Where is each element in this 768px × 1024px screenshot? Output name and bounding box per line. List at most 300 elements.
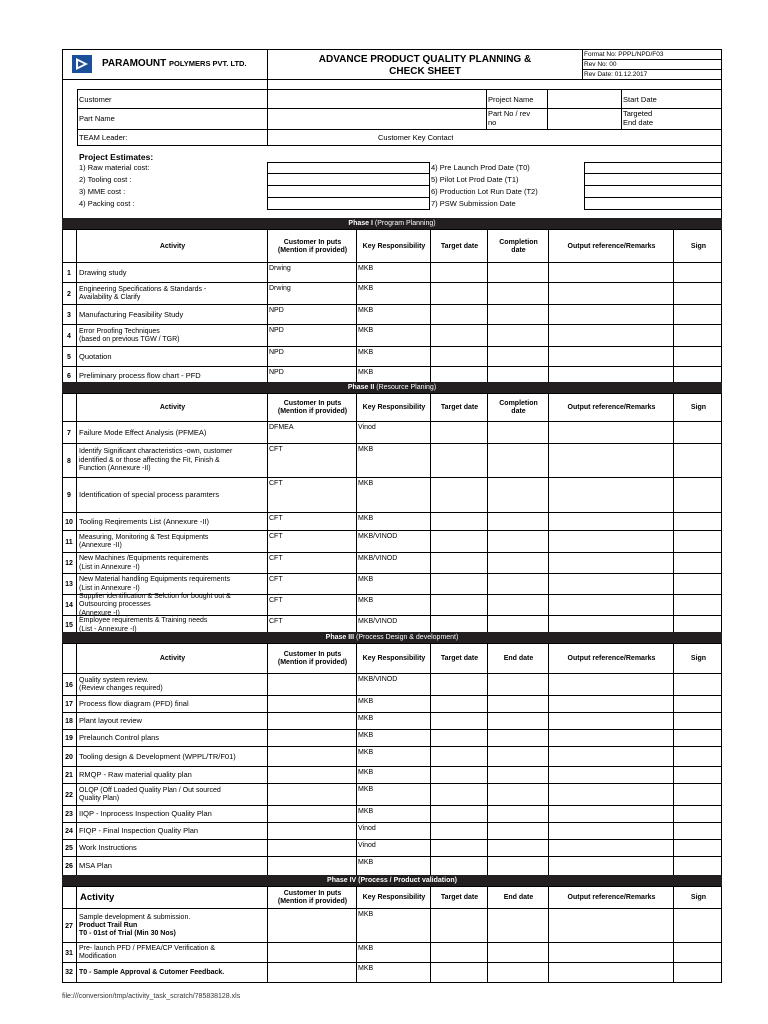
cell-act: Engineering Specifications & Standards - Availability & Clarify <box>76 283 270 305</box>
cell-inp: CFT <box>267 531 358 553</box>
milestone-date-field[interactable] <box>584 174 722 186</box>
activity-bold: Product Trail Run T0 - 01st of Trial (Min 30 Nos) <box>79 922 176 937</box>
column-header-inp: Customer In puts (Mention if provided) <box>267 230 357 263</box>
cell-out[interactable] <box>548 263 674 283</box>
table-row <box>62 942 722 963</box>
team-leader-label: TEAM Leader: <box>79 133 128 142</box>
column-header-comp: End date <box>487 887 549 909</box>
cell-resp: MKB <box>356 574 432 595</box>
cell-out[interactable] <box>548 696 674 713</box>
document-title: ADVANCE PRODUCT QUALITY PLANNING & CHECK SHEET <box>318 54 532 77</box>
column-header-inp: Customer In puts (Mention if provided) <box>267 887 357 909</box>
cell-sign[interactable] <box>673 806 723 823</box>
cell-sign[interactable] <box>673 574 723 595</box>
cell-inp: NPD <box>267 305 358 325</box>
cell-sign[interactable] <box>673 784 723 806</box>
company-name-main: PARAMOUNT <box>102 58 167 69</box>
cell-comp[interactable] <box>487 347 549 367</box>
cell-act: Tooling design & Development (WPPL/TR/F01) <box>76 747 270 767</box>
cell-out[interactable] <box>548 674 674 696</box>
cell-act: Work Instructions <box>76 840 270 857</box>
column-header-sign: Sign <box>673 230 723 263</box>
estimate-value-field[interactable] <box>267 198 430 210</box>
cell-comp[interactable] <box>487 263 549 283</box>
column-header-act: Activity <box>76 230 268 263</box>
table-row <box>62 783 722 806</box>
cell-comp[interactable] <box>487 747 549 767</box>
cell-comp[interactable] <box>487 478 549 513</box>
cell-comp[interactable] <box>487 806 549 823</box>
cell-sign[interactable] <box>673 553 723 574</box>
cell-resp: MKB <box>356 696 432 713</box>
cell-sign[interactable] <box>673 730 723 747</box>
cell-out[interactable] <box>548 444 674 478</box>
column-header-sign: Sign <box>673 887 723 909</box>
cell-out[interactable] <box>548 347 674 367</box>
cell-act: Plant layout review <box>76 713 270 730</box>
cell-resp: MKB <box>356 283 432 305</box>
column-header-num <box>62 394 76 422</box>
cell-sign[interactable] <box>673 478 723 513</box>
cell-comp[interactable] <box>487 305 549 325</box>
cell-tgt[interactable] <box>430 574 488 595</box>
cell-resp: MKB <box>356 367 432 386</box>
table-row <box>62 839 722 857</box>
milestone-date-field[interactable] <box>584 162 722 174</box>
cell-resp: MKB <box>356 478 432 513</box>
cell-tgt[interactable] <box>430 305 488 325</box>
cell-num: 11 <box>65 538 73 546</box>
phase-banner <box>62 218 722 229</box>
cell-tgt[interactable] <box>430 713 488 730</box>
table-row <box>62 805 722 823</box>
cell-out[interactable] <box>548 943 674 963</box>
milestone-date-label: 4) Pre Launch Prod Date (T0) <box>431 163 530 172</box>
column-header-num <box>62 230 76 263</box>
cell-inp: NPD <box>267 347 358 367</box>
cell-act: Drawing study <box>76 263 270 283</box>
column-header-out: Output reference/Remarks <box>548 887 674 909</box>
cell-out[interactable] <box>548 963 674 982</box>
column-header-row <box>62 643 722 674</box>
column-header-comp: Completion date <box>487 394 549 422</box>
estimates-title: Project Estimates: <box>79 152 154 162</box>
cell-act: Employee requirements & Training needs (List - Annexure -I) <box>76 616 270 635</box>
cell-tgt[interactable] <box>430 325 488 347</box>
start-date-label: Start Date <box>623 95 657 104</box>
cell-inp <box>267 943 358 963</box>
column-header-act: Activity <box>76 644 268 674</box>
cell-sign[interactable] <box>673 963 723 982</box>
cell-act: IIQP - Inprocess Inspection Quality Plan <box>76 806 270 823</box>
cell-sign[interactable] <box>673 444 723 478</box>
column-header-row <box>62 393 722 422</box>
column-header-inp: Customer In puts (Mention if provided) <box>267 644 357 674</box>
column-header-act: Activity <box>76 887 271 909</box>
table-row <box>62 746 722 767</box>
cell-tgt[interactable] <box>430 963 488 982</box>
cell-out[interactable] <box>548 823 674 840</box>
cell-tgt[interactable] <box>430 263 488 283</box>
cell-tgt[interactable] <box>430 784 488 806</box>
cell-tgt[interactable] <box>430 553 488 574</box>
estimate-value-field[interactable] <box>267 174 430 186</box>
cell-sign[interactable] <box>673 283 723 305</box>
cell-sign[interactable] <box>673 767 723 784</box>
cell-comp[interactable] <box>487 943 549 963</box>
activity-note: Pre- launch PFD / PFMEA/CP Verification & Modification <box>79 945 216 960</box>
cell-inp: NPD <box>267 367 358 386</box>
cell-resp: MKB/VINOD <box>356 531 432 553</box>
cell-comp[interactable] <box>487 784 549 806</box>
cell-act: Error Proofing Techniques (based on previous TGW / TGR) <box>76 325 270 347</box>
cell-out[interactable] <box>548 767 674 784</box>
cell-sign[interactable] <box>673 943 723 963</box>
cell-resp: Vinod <box>356 422 432 444</box>
column-header-row <box>62 229 722 263</box>
customer-key-contact-label: Customer Key Contact <box>378 133 454 142</box>
cell-comp[interactable] <box>487 531 549 553</box>
cell-comp[interactable] <box>487 325 549 347</box>
table-row <box>62 856 722 875</box>
cell-tgt[interactable] <box>430 747 488 767</box>
cell-act <box>76 909 270 943</box>
footer-file-path: file:///conversion/tmp/activity_task_scratch/785838128.xls <box>62 993 241 1000</box>
cell-comp[interactable] <box>487 553 549 574</box>
cell-act: New Material handling Equipments requirements (List in Annexure -I) <box>76 574 270 595</box>
cell-out[interactable] <box>548 283 674 305</box>
table-row <box>62 573 722 595</box>
cell-act: Process flow diagram (PFD) final <box>76 696 270 713</box>
cell-tgt[interactable] <box>430 943 488 963</box>
cell-out[interactable] <box>548 574 674 595</box>
cell-sign[interactable] <box>673 347 723 367</box>
cell-num: 18 <box>65 718 73 725</box>
cell-tgt[interactable] <box>430 422 488 444</box>
cell-num: 6 <box>67 373 71 380</box>
cell-out[interactable] <box>548 713 674 730</box>
cell-sign[interactable] <box>673 909 723 943</box>
cell-num: 25 <box>65 845 73 852</box>
estimate-item-label: 4) Packing cost : <box>79 199 135 208</box>
table-row <box>62 962 722 982</box>
column-header-resp: Key Responsibility <box>356 644 431 674</box>
cell-num: 1 <box>67 269 71 277</box>
cell-tgt[interactable] <box>430 674 488 696</box>
estimate-value-field[interactable] <box>267 162 430 174</box>
cell-inp: CFT <box>267 574 358 595</box>
cell-out[interactable] <box>548 513 674 531</box>
cell-resp: MKB <box>356 963 432 982</box>
cell-resp: Vinod <box>356 823 432 840</box>
cell-tgt[interactable] <box>430 823 488 840</box>
column-header-out: Output reference/Remarks <box>548 394 674 422</box>
cell-comp[interactable] <box>487 574 549 595</box>
cell-out[interactable] <box>548 784 674 806</box>
cell-num: 19 <box>65 735 73 742</box>
cell-tgt[interactable] <box>430 806 488 823</box>
cell-inp <box>267 963 358 982</box>
cell-inp <box>267 767 358 784</box>
cell-comp[interactable] <box>487 909 549 943</box>
cell-act: Identification of special process paramters <box>76 478 270 513</box>
cell-comp[interactable] <box>487 823 549 840</box>
cell-act: Quality system review. (Review changes required) <box>76 674 270 696</box>
cell-tgt[interactable] <box>430 283 488 305</box>
column-header-sign: Sign <box>673 644 723 674</box>
activity-bold: T0 - Sample Approval & Cutomer Feedback. <box>79 968 225 976</box>
cell-num: 27 <box>65 922 73 930</box>
cell-resp: MKB <box>356 943 432 963</box>
cell-inp: Drwing <box>267 283 358 305</box>
cell-num: 8 <box>67 457 71 465</box>
cell-act: MSA Plan <box>76 857 270 875</box>
cell-sign[interactable] <box>673 263 723 283</box>
targeted-end-date-label: Targeted End date <box>623 110 654 127</box>
column-header-row <box>62 886 722 909</box>
cell-inp <box>267 696 358 713</box>
cell-comp[interactable] <box>487 840 549 857</box>
cell-num: 14 <box>65 602 73 609</box>
cell-comp[interactable] <box>487 696 549 713</box>
cell-sign[interactable] <box>673 305 723 325</box>
company-name-suffix: POLYMERS PVT. LTD. <box>169 59 247 68</box>
cell-tgt[interactable] <box>430 909 488 943</box>
cell-comp[interactable] <box>487 444 549 478</box>
cell-resp: MKB <box>356 909 432 943</box>
cell-num: 16 <box>65 681 73 689</box>
table-row <box>62 346 722 367</box>
table-row <box>62 421 722 444</box>
cell-out[interactable] <box>548 305 674 325</box>
cell-tgt[interactable] <box>430 531 488 553</box>
cell-resp: Vinod <box>356 840 432 857</box>
cell-inp <box>267 784 358 806</box>
column-header-out: Output reference/Remarks <box>548 230 674 263</box>
cell-inp: CFT <box>267 553 358 574</box>
milestone-date-label: 5) Pilot Lot Prod Date (T1) <box>431 175 519 184</box>
cell-resp: MKB <box>356 747 432 767</box>
table-row <box>62 695 722 713</box>
customer-label: Customer <box>79 95 112 104</box>
estimate-value-field[interactable] <box>267 186 430 198</box>
cell-sign[interactable] <box>673 823 723 840</box>
cell-act: Preliminary process flow chart - PFD <box>76 367 270 386</box>
activity-text <box>79 969 224 977</box>
cell-sign[interactable] <box>673 747 723 767</box>
cell-resp: MKB <box>356 305 432 325</box>
cell-inp: DFMEA <box>267 422 358 444</box>
company-logo <box>72 55 92 73</box>
cell-num: 13 <box>65 581 73 588</box>
table-row <box>62 673 722 696</box>
cell-inp: CFT <box>267 478 358 513</box>
phase-banner <box>62 632 722 643</box>
company-name <box>102 58 247 69</box>
table-row <box>62 530 722 553</box>
cell-comp[interactable] <box>487 857 549 875</box>
cell-comp[interactable] <box>487 674 549 696</box>
cell-resp: MKB <box>356 513 432 531</box>
table-row <box>62 766 722 784</box>
part-name-label: Part Name <box>79 114 115 123</box>
format-no: Format No: PPPL/NPD/F03 <box>584 51 664 58</box>
cell-num: 2 <box>67 290 71 298</box>
cell-out[interactable] <box>548 840 674 857</box>
column-header-num <box>62 644 76 674</box>
cell-out[interactable] <box>548 806 674 823</box>
column-header-resp: Key Responsibility <box>356 230 431 263</box>
cell-resp: MKB <box>356 857 432 875</box>
cell-num: 10 <box>65 518 73 526</box>
column-header-comp: End date <box>487 644 549 674</box>
cell-inp <box>267 857 358 875</box>
cell-sign[interactable] <box>673 513 723 531</box>
cell-resp: MKB <box>356 806 432 823</box>
cell-out[interactable] <box>548 478 674 513</box>
cell-inp: Drwing <box>267 263 358 283</box>
cell-inp: NPD <box>267 325 358 347</box>
estimate-item-label: 1) Raw material cost: <box>79 163 150 172</box>
cell-resp: MKB <box>356 347 432 367</box>
cell-sign[interactable] <box>673 422 723 444</box>
cell-out[interactable] <box>548 531 674 553</box>
cell-sign[interactable] <box>673 840 723 857</box>
cell-sign[interactable] <box>673 531 723 553</box>
cell-num: 9 <box>67 492 71 499</box>
milestone-date-label: 6) Production Lot Run Date (T2) <box>431 187 538 196</box>
cell-act: New Machines /Equipments requirements (List in Annexure -I) <box>76 553 270 574</box>
column-header-tgt: Target date <box>430 644 488 674</box>
cell-num: 31 <box>65 949 73 957</box>
cell-act: Tooling Reqirements List (Annexure -II) <box>76 513 270 531</box>
rev-date: Rev Date: 01.12.2017 <box>584 71 648 78</box>
cell-comp[interactable] <box>487 283 549 305</box>
cell-resp: MKB <box>356 325 432 347</box>
cell-resp: MKB <box>356 444 432 478</box>
cell-resp: MKB <box>356 263 432 283</box>
table-row <box>62 908 722 943</box>
cell-resp: MKB <box>356 767 432 784</box>
table-row <box>62 594 722 616</box>
column-header-resp: Key Responsibility <box>356 394 431 422</box>
cell-inp <box>267 713 358 730</box>
cell-act: Manufacturing Feasibility Study <box>76 305 270 325</box>
cell-act: Prelaunch Control plans <box>76 730 270 747</box>
cell-sign[interactable] <box>673 696 723 713</box>
cell-comp[interactable] <box>487 713 549 730</box>
cell-act <box>76 943 270 963</box>
phase-name: Phase II <box>347 384 375 391</box>
cell-inp <box>267 747 358 767</box>
cell-resp: MKB <box>356 595 432 616</box>
cell-sign[interactable] <box>673 595 723 616</box>
cell-comp[interactable] <box>487 767 549 784</box>
cell-tgt[interactable] <box>430 444 488 478</box>
cell-num: 15 <box>65 622 73 629</box>
activity-note: Sample development & submission. <box>79 914 191 921</box>
milestone-date-field[interactable] <box>584 186 722 198</box>
cell-out[interactable] <box>548 747 674 767</box>
phase-banner <box>62 875 722 886</box>
table-row <box>62 262 722 283</box>
milestone-date-field[interactable] <box>584 198 722 210</box>
table-row <box>62 304 722 325</box>
cell-comp[interactable] <box>487 730 549 747</box>
part-no-label: Part No / rev no <box>488 110 531 127</box>
column-header-tgt: Target date <box>430 230 488 263</box>
cell-inp <box>267 674 358 696</box>
logo-icon <box>72 55 92 73</box>
project-name-label: Project Name <box>488 95 534 104</box>
cell-act: FIQP - Final Inspection Quality Plan <box>76 823 270 840</box>
cell-out[interactable] <box>548 422 674 444</box>
cell-inp <box>267 840 358 857</box>
cell-tgt[interactable] <box>430 730 488 747</box>
cell-resp: MKB/VINOD <box>356 674 432 696</box>
cell-act: Supplier identification & Selction for bought out & Outsourcing processes (Annexure -I) <box>76 595 270 616</box>
cell-out[interactable] <box>548 325 674 347</box>
cell-tgt[interactable] <box>430 595 488 616</box>
cell-num: 12 <box>65 560 73 567</box>
column-header-sign: Sign <box>673 394 723 422</box>
cell-comp[interactable] <box>487 513 549 531</box>
phase-banner <box>62 382 722 393</box>
cell-tgt[interactable] <box>430 478 488 513</box>
estimate-item-label: 2) Tooling cost : <box>79 175 132 184</box>
cell-resp: MKB/VINOD <box>356 553 432 574</box>
table-row <box>62 822 722 840</box>
cell-comp[interactable] <box>487 422 549 444</box>
cell-comp[interactable] <box>487 595 549 616</box>
cell-sign[interactable] <box>673 713 723 730</box>
cell-tgt[interactable] <box>430 696 488 713</box>
cell-out[interactable] <box>548 730 674 747</box>
cell-num: 20 <box>65 753 73 761</box>
cell-out[interactable] <box>548 857 674 875</box>
cell-resp: MKB <box>356 713 432 730</box>
cell-out[interactable] <box>548 909 674 943</box>
column-header-tgt: Target date <box>430 394 488 422</box>
cell-inp <box>267 806 358 823</box>
cell-num: 7 <box>67 429 71 437</box>
cell-tgt[interactable] <box>430 840 488 857</box>
column-header-out: Output reference/Remarks <box>548 644 674 674</box>
cell-tgt[interactable] <box>430 513 488 531</box>
cell-num: 5 <box>67 353 71 361</box>
phase-name: Phase I <box>348 220 373 227</box>
cell-num: 22 <box>65 791 73 799</box>
cell-inp: CFT <box>267 444 358 478</box>
column-header-num <box>62 887 76 909</box>
cell-tgt[interactable] <box>430 857 488 875</box>
table-row <box>62 443 722 478</box>
table-row <box>62 512 722 531</box>
cell-sign[interactable] <box>673 325 723 347</box>
cell-sign[interactable] <box>673 857 723 875</box>
milestone-date-label: 7) PSW Submission Date <box>431 199 516 208</box>
cell-out[interactable] <box>548 595 674 616</box>
cell-sign[interactable] <box>673 674 723 696</box>
cell-out[interactable] <box>548 553 674 574</box>
cell-act: RMQP - Raw material quality plan <box>76 767 270 784</box>
cell-tgt[interactable] <box>430 347 488 367</box>
table-row <box>62 552 722 574</box>
cell-tgt[interactable] <box>430 767 488 784</box>
cell-num: 21 <box>65 772 73 779</box>
column-header-act: Activity <box>76 394 268 422</box>
cell-comp[interactable] <box>487 963 549 982</box>
